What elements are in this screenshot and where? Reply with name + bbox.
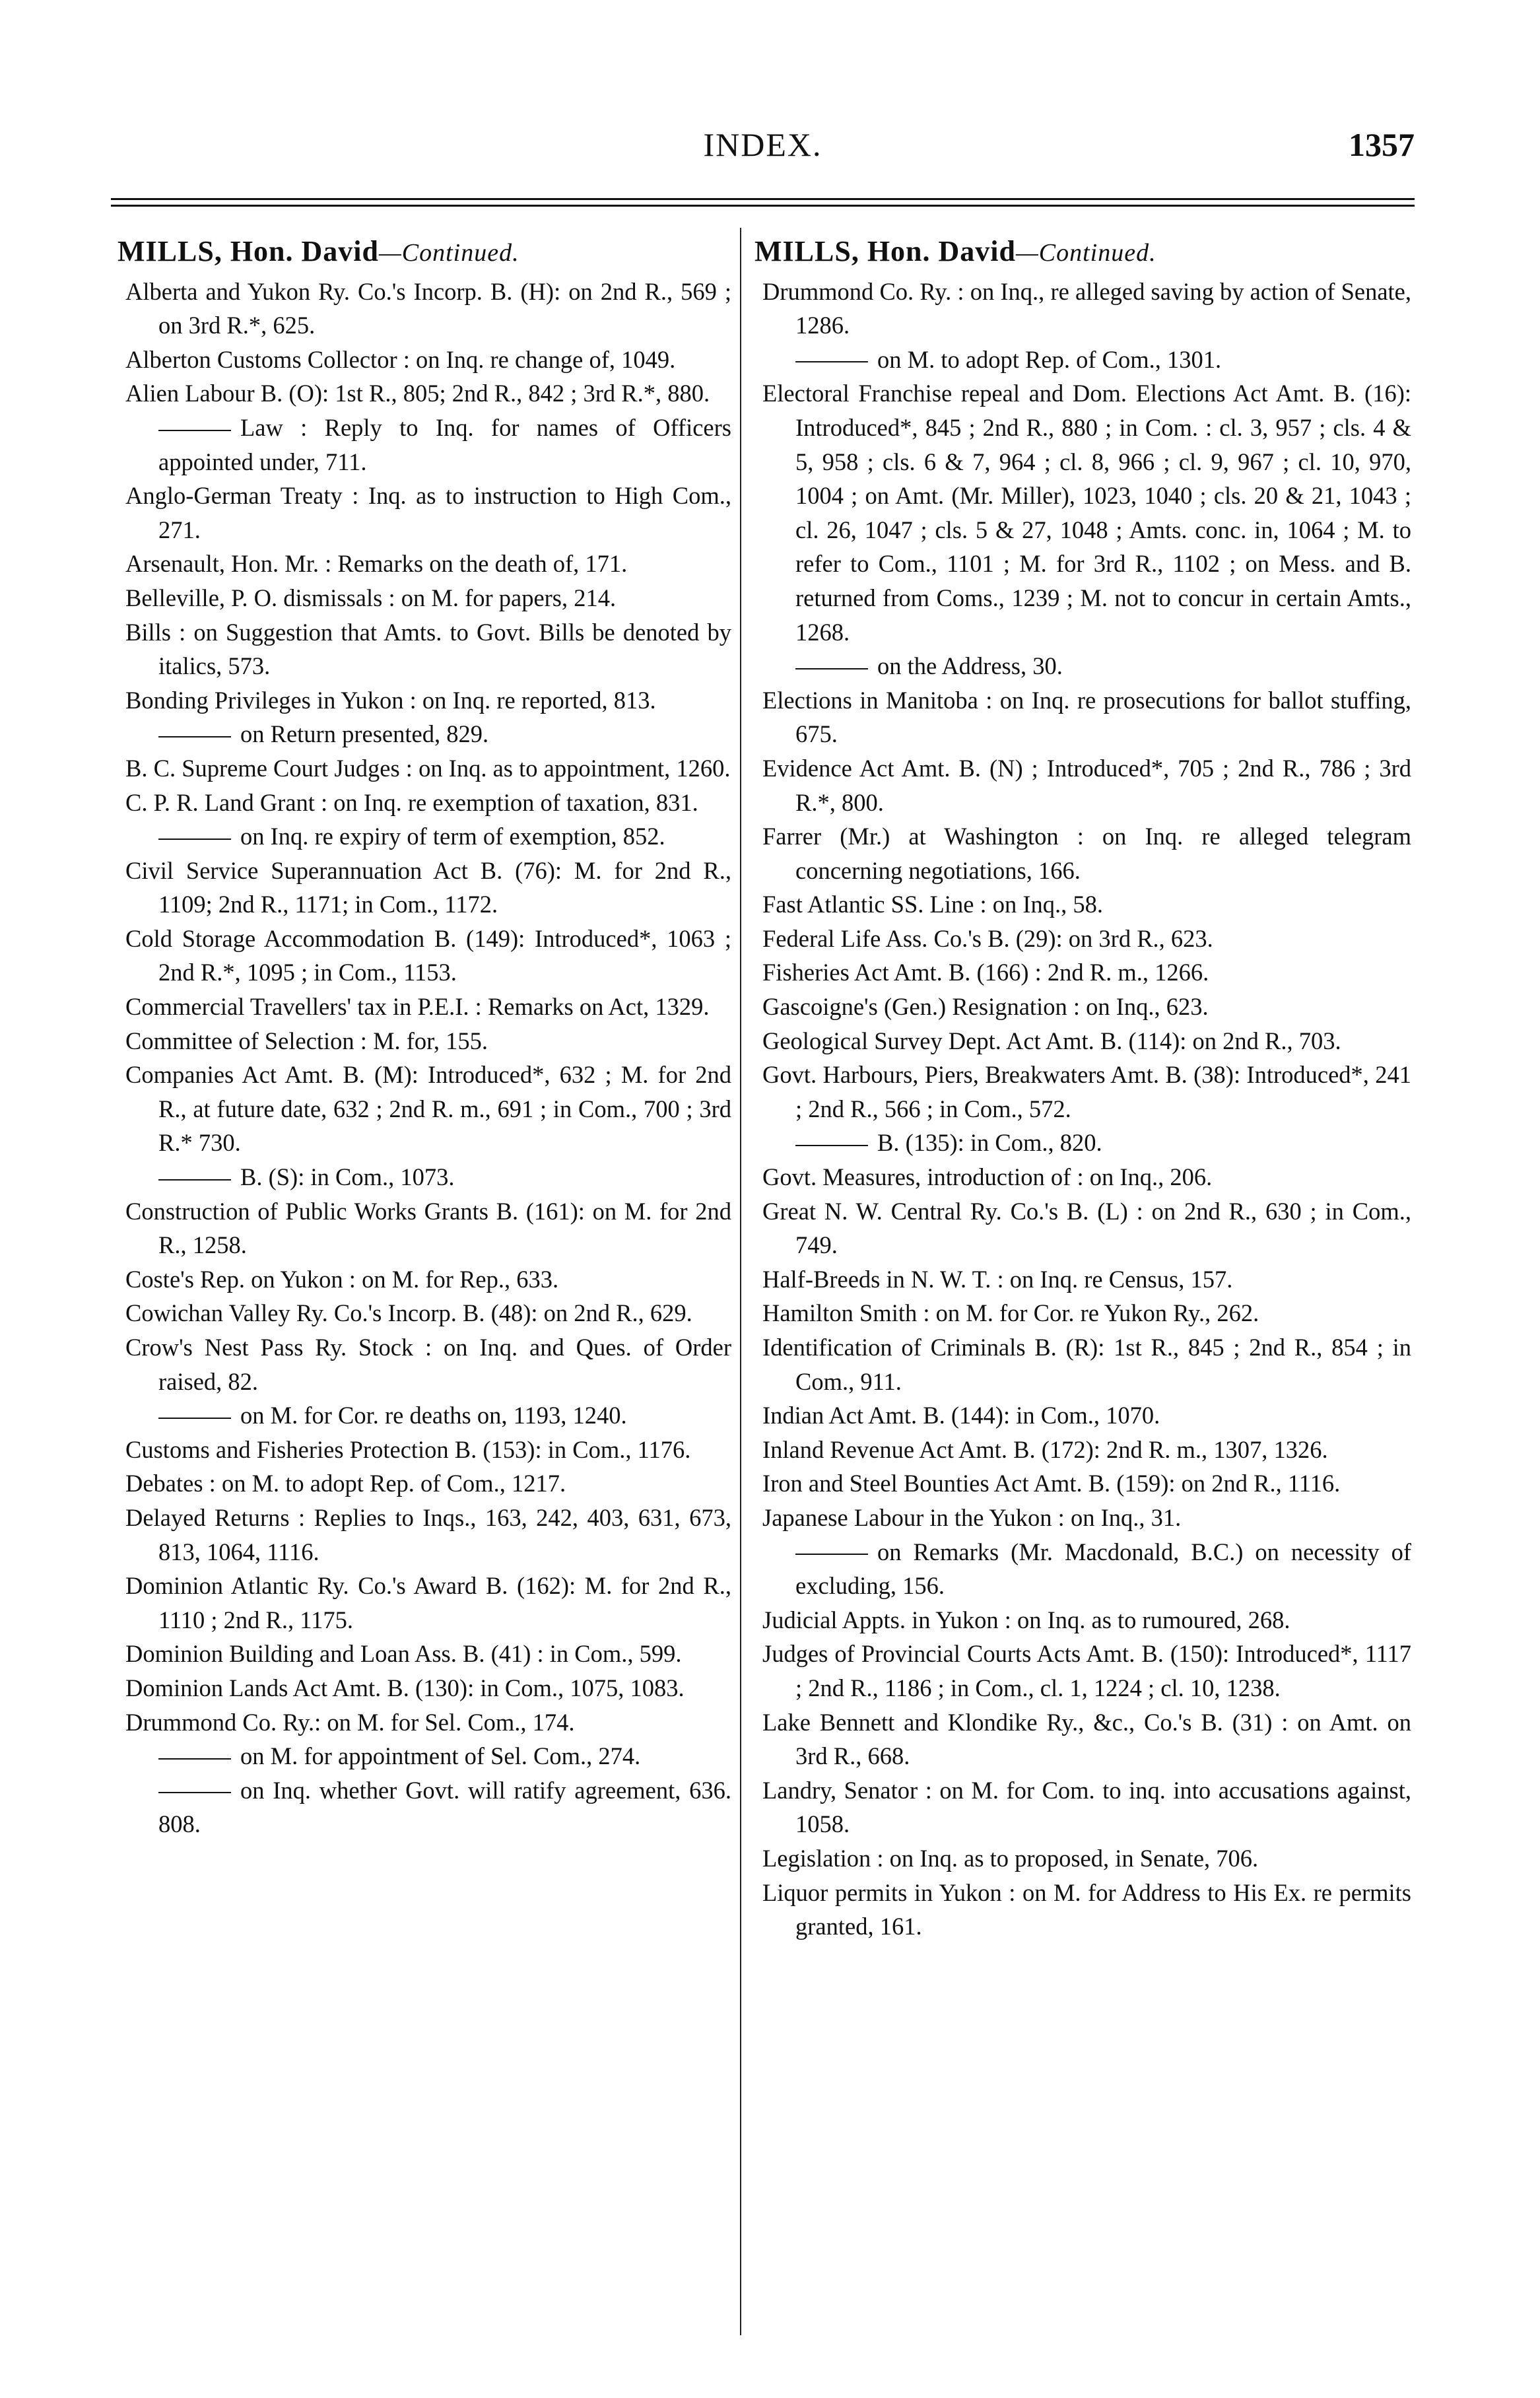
heading-name: MILLS, Hon. David (117, 235, 379, 267)
index-entry: Belleville, P. O. dismissals : on M. for papers, 214. (125, 584, 617, 611)
index-entry: Bonding Privileges in Yukon : on Inq. re reported, 813. (125, 686, 656, 714)
right-column (754, 234, 1411, 1944)
index-entry: Japanese Labour in the Yukon : on Inq., 31. (762, 1503, 1182, 1531)
index-entry: Cold Storage Accommodation B. (149): Introduced*, 1063 ; 2nd R.*, 1095 ; in Com., 1153. (125, 924, 731, 986)
index-entry: Alberton Customs Collector : on Inq. re change of, 1049. (125, 345, 676, 373)
index-entry: Farrer (Mr.) at Washington : on Inq. re alleged telegram concerning negotiations, 166. (762, 823, 1411, 884)
index-entry: Iron and Steel Bounties Act Amt. B. (159): on 2nd R., 1116. (762, 1470, 1341, 1497)
index-entry: C. P. R. Land Grant : on Inq. re exemption of taxation, 831. (125, 788, 698, 816)
index-entry: Cowichan Valley Ry. Co.'s Incorp. B. (48): on 2nd R., 629. (125, 1299, 692, 1327)
index-subentry: on Return presented, 829. (125, 717, 731, 751)
index-subentry: on M. for appointment of Sel. Com., 274. (125, 1739, 731, 1773)
index-entry: Customs and Fisheries Protection B. (153): in Com., 1176. (125, 1435, 691, 1463)
index-entry: Construction of Public Works Grants B. (161): on M. for 2nd R., 1258. (125, 1197, 731, 1259)
index-entry: Great N. W. Central Ry. Co.'s B. (L) : on 2nd R., 630 ; in Com., 749. (762, 1197, 1411, 1259)
index-subentry: on the Address, 30. (762, 649, 1411, 683)
running-head: INDEX. (703, 126, 822, 163)
index-entry: Arsenault, Hon. Mr. : Remarks on the death of, 171. (125, 550, 628, 578)
index-entry: Judicial Appts. in Yukon : on Inq. as to rumoured, 268. (762, 1606, 1290, 1633)
right-column-heading (754, 234, 1411, 271)
column-divider (740, 228, 741, 2335)
heading-name: MILLS, Hon. David (754, 235, 1016, 267)
page-number: 1357 (1349, 126, 1415, 163)
index-entry: Govt. Measures, introduction of : on Inq., 206. (762, 1163, 1213, 1191)
index-subentry: on Inq. re expiry of term of exemption, 852. (125, 819, 731, 854)
index-entry: Drummond Co. Ry. : on Inq., re alleged saving by action of Senate, 1286. (762, 277, 1411, 339)
heading-continued: —Continued. (1015, 239, 1156, 267)
index-subentry: on Inq. whether Govt. will ratify agreement, 636. 808. (125, 1773, 731, 1841)
index-entry: Inland Revenue Act Amt. B. (172): 2nd R. m., 1307, 1326. (762, 1435, 1328, 1463)
left-entry-list (117, 275, 731, 1841)
index-entry: Drummond Co. Ry.: on M. for Sel. Com., 174. (125, 1708, 575, 1736)
index-entry: Indian Act Amt. B. (144): in Com., 1070. (762, 1402, 1160, 1429)
index-entry: Liquor permits in Yukon : on M. for Address to His Ex. re permits granted, 161. (762, 1878, 1411, 1940)
index-subentry: B. (135): in Com., 820. (762, 1126, 1411, 1160)
index-entry: Electoral Franchise repeal and Dom. Elections Act Amt. B. (16): Introduced*, 845 ; 2nd R., 880 ; in Com. : cl. 3, 957 ; cls. 4 & 5, 958 ; cls. 6 & 7, 964 ; cl. 8, 966 ; cl. 9, 967 ; cl. 10, 970, 1004 ; on Amt. (Mr. Miller), 1023, 1040 ; cls. 20 & 21, 1043 ; cl. 26, 1047 ; cls. 5 & 27, 1048 ; Amts. conc. in, 1064 ; M. to refer to Com., 1101 ; M. for 3rd R., 1102 ; on Mess. and B. returned from Coms., 1239 ; M. not to concur in certain Amts., 1268. (762, 380, 1411, 646)
heading-continued: —Continued. (378, 239, 519, 267)
index-subentry: on Remarks (Mr. Macdonald, B.C.) on necessity of excluding, 156. (762, 1535, 1411, 1603)
index-entry: Elections in Manitoba : on Inq. re prosecutions for ballot stuffing, 675. (762, 686, 1411, 748)
index-entry: Evidence Act Amt. B. (N) ; Introduced*, 705 ; 2nd R., 786 ; 3rd R.*, 800. (762, 754, 1411, 816)
index-entry: Fisheries Act Amt. B. (166) : 2nd R. m., 1266. (762, 959, 1209, 986)
index-entry: Bills : on Suggestion that Amts. to Govt. Bills be denoted by italics, 573. (125, 618, 731, 680)
left-column (117, 234, 731, 1841)
index-entry: Fast Atlantic SS. Line : on Inq., 58. (762, 891, 1104, 918)
index-entry: Half-Breeds in N. W. T. : on Inq. re Census, 157. (762, 1265, 1233, 1293)
index-entry: Alien Labour B. (O): 1st R., 805; 2nd R., 842 ; 3rd R.*, 880. (125, 380, 710, 407)
index-subentry: B. (S): in Com., 1073. (125, 1160, 731, 1194)
header-double-rule (111, 198, 1415, 207)
index-entry: Legislation : on Inq. as to proposed, in Senate, 706. (762, 1844, 1259, 1872)
index-entry: Debates : on M. to adopt Rep. of Com., 1217. (125, 1470, 566, 1497)
index-entry: Delayed Returns : Replies to Inqs., 163, 242, 403, 631, 673, 813, 1064, 1116. (125, 1503, 731, 1565)
index-subentry: on M. to adopt Rep. of Com., 1301. (762, 343, 1411, 377)
index-entry: Dominion Lands Act Amt. B. (130): in Com., 1075, 1083. (125, 1674, 685, 1701)
index-entry: Geological Survey Dept. Act Amt. B. (114): on 2nd R., 703. (762, 1027, 1341, 1054)
index-entry: Govt. Harbours, Piers, Breakwaters Amt. B. (38): Introduced*, 241 ; 2nd R., 566 ; in Com., 572. (762, 1061, 1411, 1122)
index-entry: Commercial Travellers' tax in P.E.I. : Remarks on Act, 1329. (125, 993, 710, 1021)
index-entry: Federal Life Ass. Co.'s B. (29): on 3rd R., 623. (762, 924, 1213, 952)
index-entry: Committee of Selection : M. for, 155. (125, 1027, 488, 1054)
index-entry: Anglo-German Treaty : Inq. as to instruction to High Com., 271. (125, 482, 731, 543)
index-entry: Judges of Provincial Courts Acts Amt. B. (150): Introduced*, 1117 ; 2nd R., 1186 ; in Com., cl. 1, 1224 ; cl. 10, 1238. (762, 1640, 1411, 1701)
index-entry: B. C. Supreme Court Judges : on Inq. as to appointment, 1260. (125, 754, 731, 782)
index-entry: Crow's Nest Pass Ry. Stock : on Inq. and Ques. of Order raised, 82. (125, 1334, 731, 1395)
index-entry: Identification of Criminals B. (R): 1st R., 845 ; 2nd R., 854 ; in Com., 911. (762, 1334, 1411, 1395)
index-subentry: Law : Reply to Inq. for names of Officers appointed under, 711. (125, 411, 731, 479)
index-entry: Landry, Senator : on M. for Com. to inq. into accusations against, 1058. (762, 1776, 1411, 1838)
index-entry: Coste's Rep. on Yukon : on M. for Rep., 633. (125, 1265, 559, 1293)
index-entry: Hamilton Smith : on M. for Cor. re Yukon Ry., 262. (762, 1299, 1259, 1327)
index-entry: Civil Service Superannuation Act B. (76): M. for 2nd R., 1109; 2nd R., 1171; in Com., 1172. (125, 856, 731, 918)
page-header (111, 125, 1415, 178)
index-entry: Dominion Building and Loan Ass. B. (41) : in Com., 599. (125, 1640, 682, 1668)
index-entry: Companies Act Amt. B. (M): Introduced*, 632 ; M. for 2nd R., at future date, 632 ; 2nd R. m., 691 ; in Com., 700 ; 3rd R.* 730. (125, 1061, 731, 1157)
index-entry: Lake Bennett and Klondike Ry., &c., Co.'s B. (31) : on Amt. on 3rd R., 668. (762, 1708, 1411, 1770)
index-subentry: on M. for Cor. re deaths on, 1193, 1240. (125, 1398, 731, 1433)
index-entry: Dominion Atlantic Ry. Co.'s Award B. (162): M. for 2nd R., 1110 ; 2nd R., 1175. (125, 1572, 731, 1633)
left-column-heading (117, 234, 731, 271)
index-entry: Gascoigne's (Gen.) Resignation : on Inq., 623. (762, 993, 1209, 1021)
right-entry-list (754, 275, 1411, 1944)
index-entry: Alberta and Yukon Ry. Co.'s Incorp. B. (H): on 2nd R., 569 ; on 3rd R.*, 625. (125, 277, 731, 339)
